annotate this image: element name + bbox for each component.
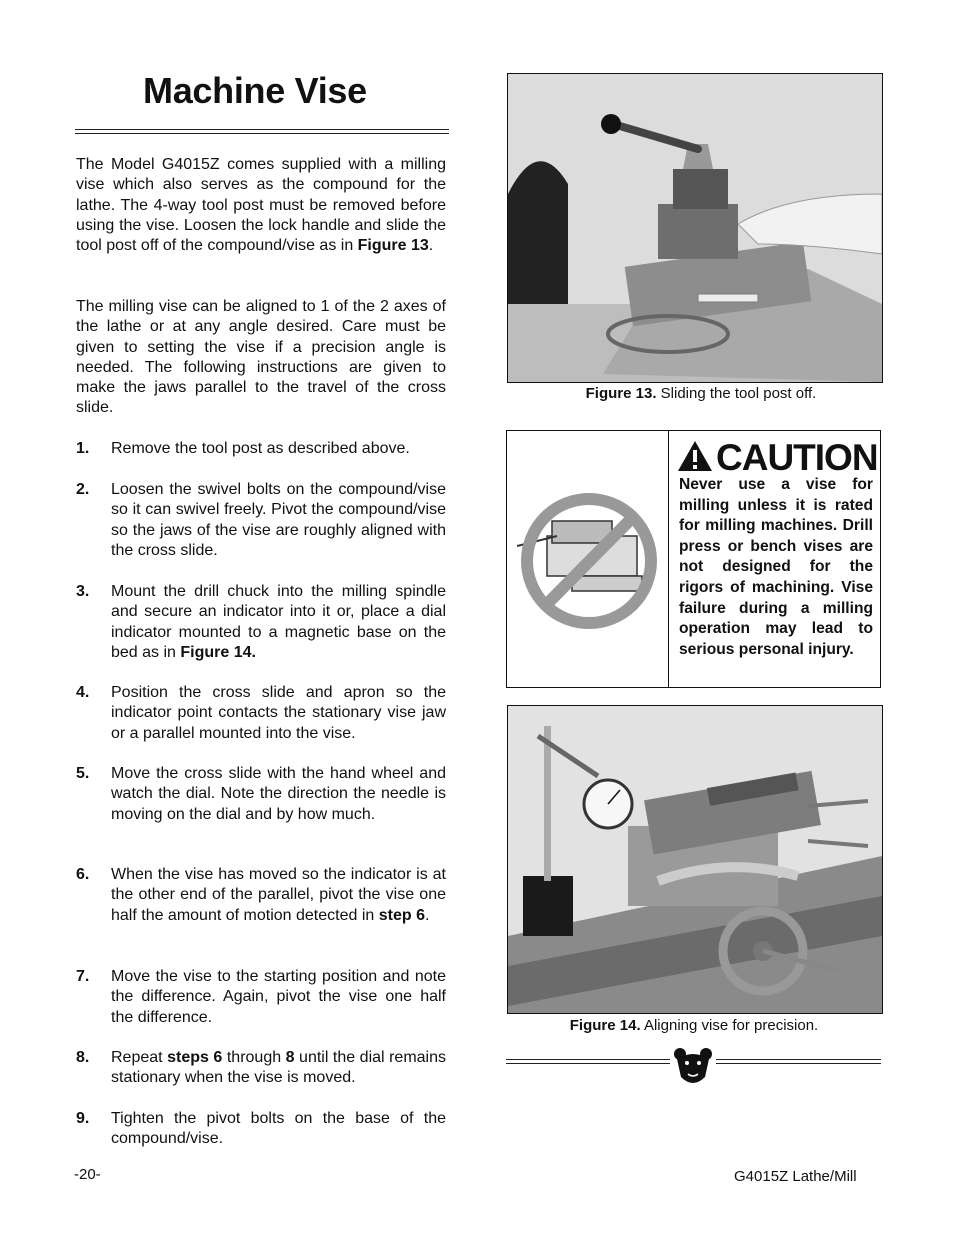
figure-14-photo [507, 705, 883, 1014]
figure-ref: Figure 13 [357, 237, 429, 255]
bear-logo-icon [673, 1047, 713, 1087]
step-number: 3. [76, 583, 90, 600]
model-name: G4015Z Lathe/Mill [734, 1168, 857, 1185]
warning-triangle-icon [677, 440, 713, 472]
step-number: 6. [76, 866, 90, 883]
step-text: When the vise has moved so the indicator is at the other end of the parallel, pivot the vise one half the amount of motion detected in step 6. [111, 866, 446, 924]
step-number: 2. [76, 481, 90, 498]
step-text: Remove the tool post as described above. [111, 440, 410, 457]
title-rule [75, 129, 449, 134]
divider-right [716, 1059, 881, 1064]
intro-paragraph: The Model G4015Z comes supplied with a milling vise which also serves as the compound for the lathe. The 4-way tool post must be removed before using the vise. Loosen the lock handle and slide the tool post off of the compound/vise as in Figure 13. [76, 156, 446, 255]
step-text: Repeat steps 6 through 8 until the dial remains stationary when the vise is moved. [111, 1049, 446, 1087]
step-text: Move the cross slide with the hand wheel and watch the dial. Note the direction the needle is moving on the dial and by how much. [111, 765, 446, 823]
page-number: -20- [74, 1166, 101, 1183]
step-number: 4. [76, 684, 90, 701]
step-number: 8. [76, 1049, 90, 1066]
figure-14-caption [507, 1017, 881, 1034]
step-text: Position the cross slide and apron so the indicator point contacts the stationary vise jaw or a parallel mounted into the vise. [111, 684, 446, 742]
step-text: Mount the drill chuck into the milling spindle and secure an indicator into it or, place a dial indicator mounted to a magnetic base on the bed as in Figure 14. [111, 583, 446, 661]
divider-left [506, 1059, 670, 1064]
step-number: 5. [76, 765, 90, 782]
step-number: 9. [76, 1110, 90, 1127]
caution-box [506, 430, 881, 688]
no-bench-vise-icon [517, 486, 662, 636]
figure-13-label: Figure 13. [585, 385, 657, 402]
figure-13-caption [507, 385, 895, 402]
tool-post-illustration [508, 74, 882, 382]
caution-text: Never use a vise for milling unless it is rated for milling machines. Drill press or bench vises are not designed for the rigors of machining. Vise failure during a milling operation may lead to serious personal injury. [679, 476, 873, 658]
step-text: Tighten the pivot bolts on the base of the compound/vise. [111, 1110, 446, 1148]
para1-part: The Model G4015Z comes supplied with a milling vise which also serves as the compound for the lathe. The 4-way tool post must be removed before using the vise. Loosen the lock handle and slide the tool post off of the compound/vise as in [76, 156, 446, 255]
step-text: Move the vise to the starting position and note the difference. Again, pivot the vise one half the difference. [111, 968, 446, 1026]
step-text: Loosen the swivel bolts on the compound/vise so it can swivel freely. Pivot the compound/vise so the jaws of the vise are roughly aligned with the cross slide. [111, 481, 446, 559]
page-title: Machine Vise [143, 70, 367, 111]
figure-13-text: Sliding the tool post off. [660, 385, 817, 402]
figure-14-text: Aligning vise for precision. [643, 1017, 819, 1034]
caution-title: CAUTION [716, 437, 878, 478]
dial-indicator-illustration [508, 706, 882, 1013]
caution-divider [668, 431, 669, 687]
step-number: 7. [76, 968, 90, 985]
figure-13-photo [507, 73, 883, 383]
figure-14-label: Figure 14. [569, 1017, 641, 1034]
alignment-paragraph: The milling vise can be aligned to 1 of the 2 axes of the lathe or at any angle desired. Care must be given to setting the vise if a precision angle is needed. The following instructions are given to make the jaws parallel to the travel of the cross slide. [76, 298, 446, 417]
step-number: 1. [76, 440, 90, 457]
